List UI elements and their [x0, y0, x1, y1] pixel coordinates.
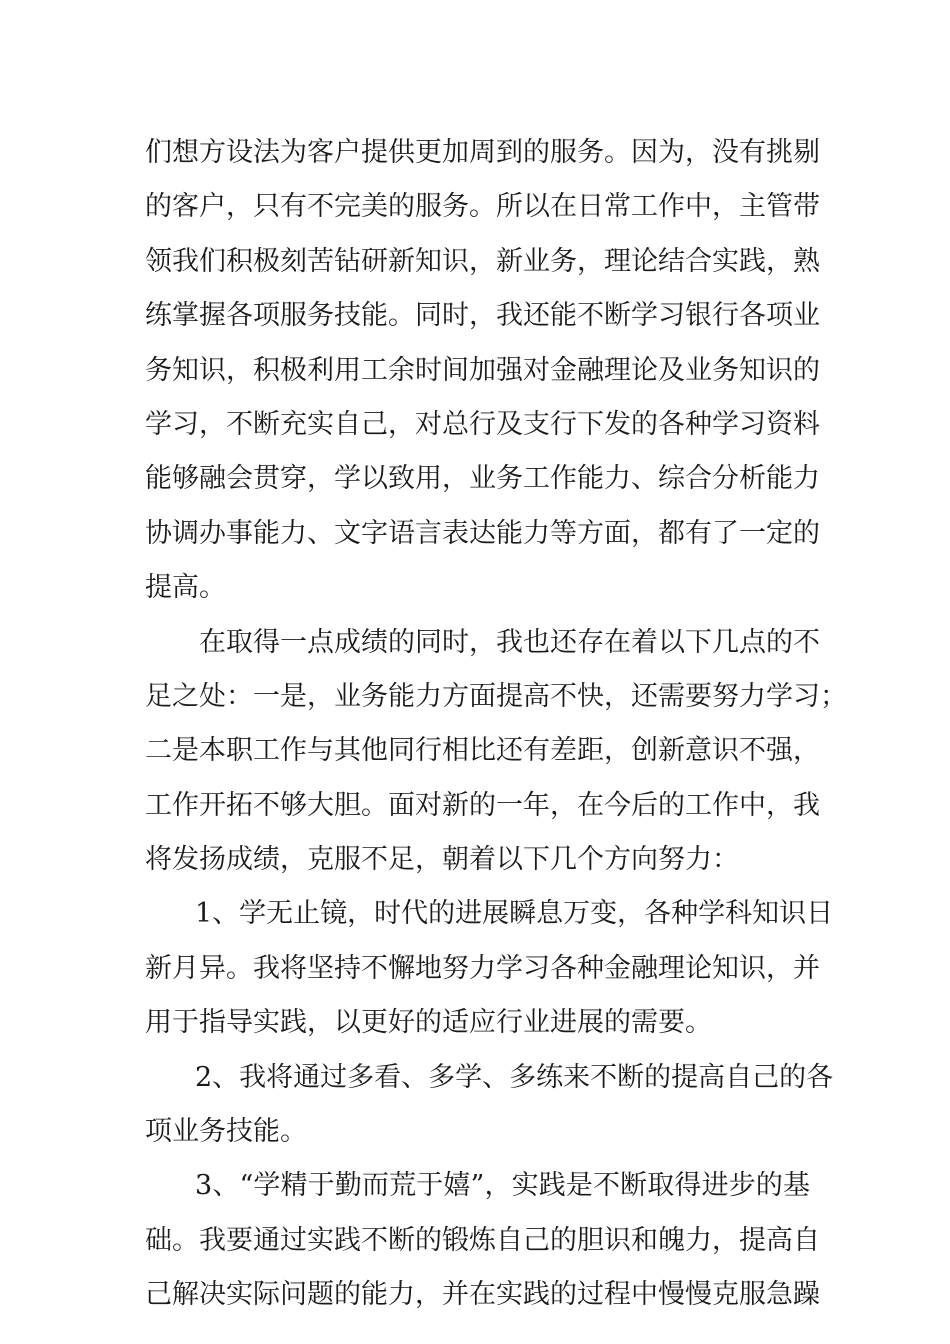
text-line: 足之处：一是，业务能力方面提高不快，还需要努力学习；: [145, 680, 847, 712]
text-line: 用于指导实践，以更好的适应行业进展的需要。: [145, 1007, 712, 1039]
text-line: 能够融会贯穿，学以致用，业务工作能力、综合分析能力: [145, 463, 820, 495]
list-item-2-line: 2、我将通过多看、多学、多练来不断的提高自己的各: [195, 1061, 834, 1093]
text-line: 的客户，只有不完美的服务。所以在日常工作中，主管带: [145, 191, 820, 223]
text-line: 提高。: [145, 572, 226, 604]
text-line: 领我们积极刻苦钻研新知识，新业务，理论结合实践，熟: [145, 245, 820, 277]
text-line: 工作开拓不够大胆。面对新的一年，在今后的工作中，我: [145, 789, 820, 821]
text-line: 练掌握各项服务技能。同时，我还能不断学习银行各项业: [145, 300, 820, 332]
text-line: 础。我要通过实践不断的锻炼自己的胆识和魄力，提高自: [145, 1224, 820, 1256]
text-line: 二是本职工作与其他同行相比还有差距，创新意识不强，: [145, 735, 820, 767]
text-line: 新月异。我将坚持不懈地努力学习各种金融理论知识，并: [145, 952, 820, 984]
body-text: [145, 126, 847, 1323]
list-item-1-line: 1、学无止镜，时代的进展瞬息万变，各种学科知识日: [195, 898, 834, 930]
text-line: 学习，不断充实自己，对总行及支行下发的各种学习资料: [145, 408, 820, 440]
paragraph-start-line: 在取得一点成绩的同时，我也还存在着以下几点的不: [199, 626, 820, 658]
text-line: 将发扬成绩，克服不足，朝着以下几个方向努力：: [145, 844, 739, 876]
text-line: 务知识，积极利用工余时间加强对金融理论及业务知识的: [145, 354, 820, 386]
text-line: 协调办事能力、文字语言表达能力等方面，都有了一定的: [145, 517, 820, 549]
text-line: 己解决实际问题的能力，并在实践的过程中慢慢克服急躁: [145, 1279, 820, 1311]
text-line: 项业务技能。: [145, 1116, 307, 1148]
text-line: 们想方设法为客户提供更加周到的服务。因为，没有挑剔: [145, 137, 820, 168]
list-item-3-line: 3、“学精于勤而荒于嬉”，实践是不断取得进步的基: [195, 1170, 810, 1202]
